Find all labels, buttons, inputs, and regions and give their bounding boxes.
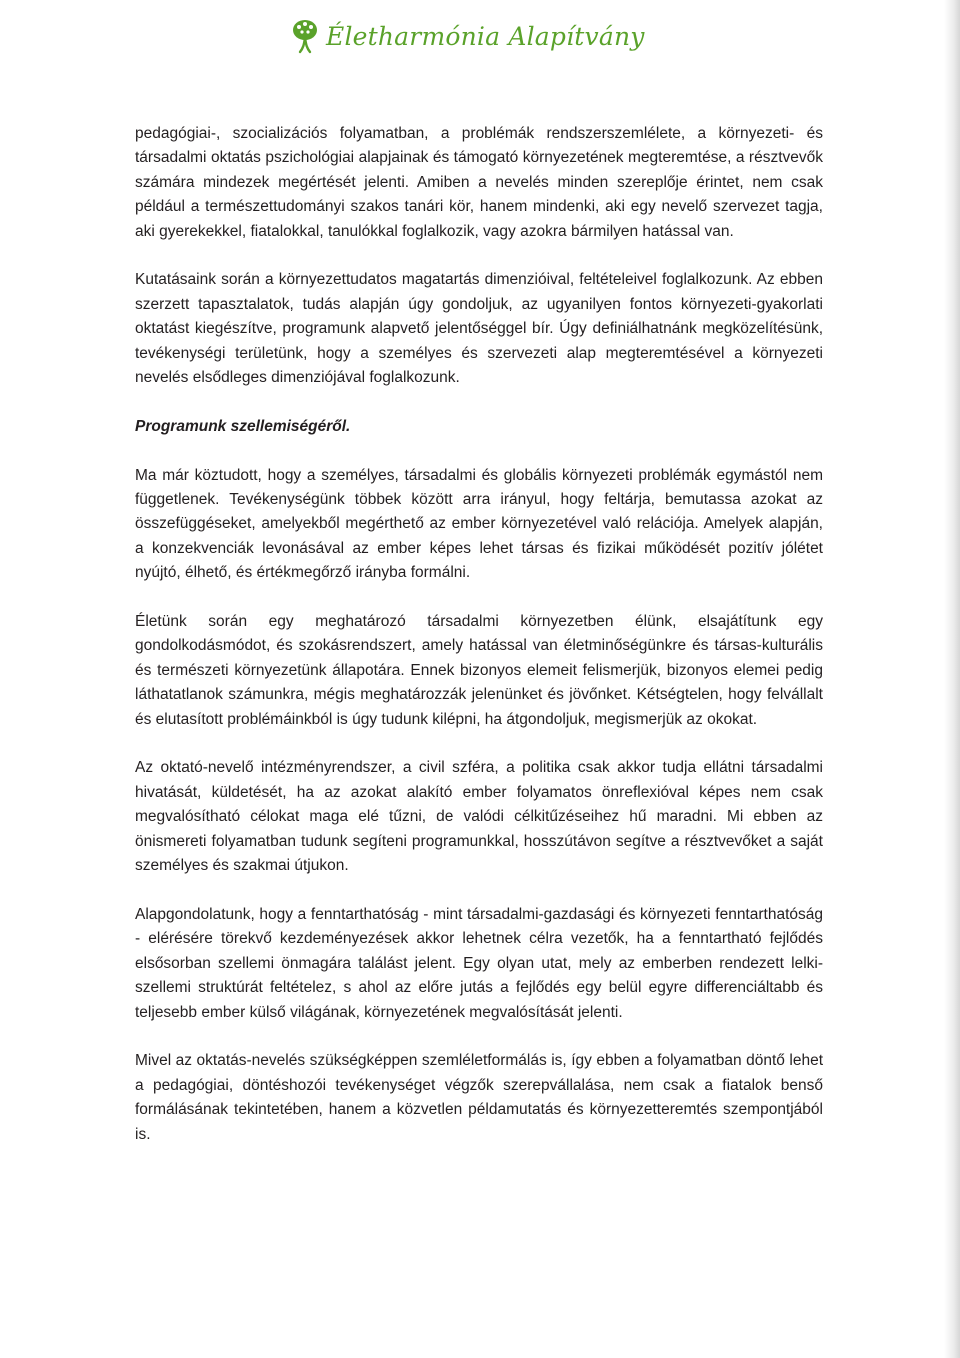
section-heading: Programunk szellemiségéről. [135,417,351,435]
paragraph: pedagógiai-, szocializációs folyamatban, a problémák rendszerszemlélete, a környezeti- és társadalmi oktatás pszichológiai alapjainak és támogató környezetének megteremtése, a résztvevők számára mindezek megértését jelenti. Amiben a nevelés minden szereplője érintet, nem csak például a természettudományi szakos tanári kör, hanem mindenki, aki egy nevelő szervezet tagja, aki gyerekekkel, fiatalokkal, tanulókkal foglalkozik, vagy azokra bármilyen hatással van. [135,125,823,240]
paragraph: Mivel az oktatás-nevelés szükségképpen szemléletformálás is, így ebben a folyamatban döntő lehet a pedagógiai, döntéshozói tevékenységet végzők szerepvállalása, nem csak a fiatalok benső formálásának tekintetében, hanem a közvetlen példamutatás és környezetteremtés szempontjából is. [135,1052,823,1143]
document-body [135,122,823,1171]
paragraph: Kutatásaink során a környezettudatos magatartás dimenzióival, feltételeivel foglalkozunk. Az ebben szerzett tapasztalatok, tudás alapján úgy gondoljuk, az ugyanilyen fontos környezeti-gyakorlati oktatást kiegészítve, programunk alapvető jelentőséggel bír. Úgy definiálhatnánk megközelítésünk, tevékenységi területünk, hogy a személyes és szervezeti alap megteremtésével a környezeti nevelés elsődleges dimenziójával foglalkozunk. [135,271,823,387]
page-edge-shadow [944,0,960,1358]
tree-leaf-icon [290,18,320,54]
paragraph: Az oktató-nevelő intézményrendszer, a civil szféra, a politika csak akkor tudja ellátni társadalmi hivatását, küldetését, ha az azokat alakító ember folyamatos önreflexióval képes nem csak megvalósítható célokat maga elé tűzni, de valódi célkitűzéseihez hű maradni. Mi ebben az önismereti folyamatban tudunk segíteni programunkkal, hosszútávon segítve a résztvevőket a saját személyes és szakmai útjukon. [135,759,823,875]
paragraph: Ma már köztudott, hogy a személyes, társadalmi és globális környezeti problémák egymástól nem függetlenek. Tevékenységünk többek között arra irányul, hogy feltárja, bemutassa azokat az összefüggéseket, amelyekből megérthető az ember környezetével való relációja. Amelyek alapján, a konzekvenciák levonásával az ember képes lehet társas és fizikai működését pozitív jólétet nyújtó, élhető, és értékmegőrző irányba formálni. [135,466,823,582]
page-header [290,18,645,54]
paragraph: Életünk során egy meghatározó társadalmi környezetben élünk, elsajátítunk egy gondolkodásmódot, és szokásrendszert, amely hatással van életminőségünkre és társas-kulturális és természeti környezetünk állapotára. Ennek bizonyos elemeit felismerjük, bizonyos elemei pedig láthatatlanok számunkra, mégis meghatározzák jelenünket és jövőnket. Kétségtelen, hogy felvállalt és elutasított problémáinkból is úgy tudunk kilépni, ha átgondoljuk, megismerjük az okokat. [135,613,823,728]
foundation-logo-text: Életharmónia Alapítvány [326,21,645,51]
paragraph: Alapgondolatunk, hogy a fenntarthatóság - mint társadalmi-gazdasági és környezeti fenntarthatóság - elérésére törekvő kezdeményezések akkor lehetnek célra vezetők, ha a fenntartható fejlődés elsősorban szellemi önmagára találást jelent. Egy olyan utat, mely az emberben rendezett lelki-szellemi struktúrát feltételez, s ahol az előre jutás a fejlődés egy belül egyre differenciáltabb és teljesebb ember külső világának, környezetének megvalósítását jelenti. [135,905,823,1021]
